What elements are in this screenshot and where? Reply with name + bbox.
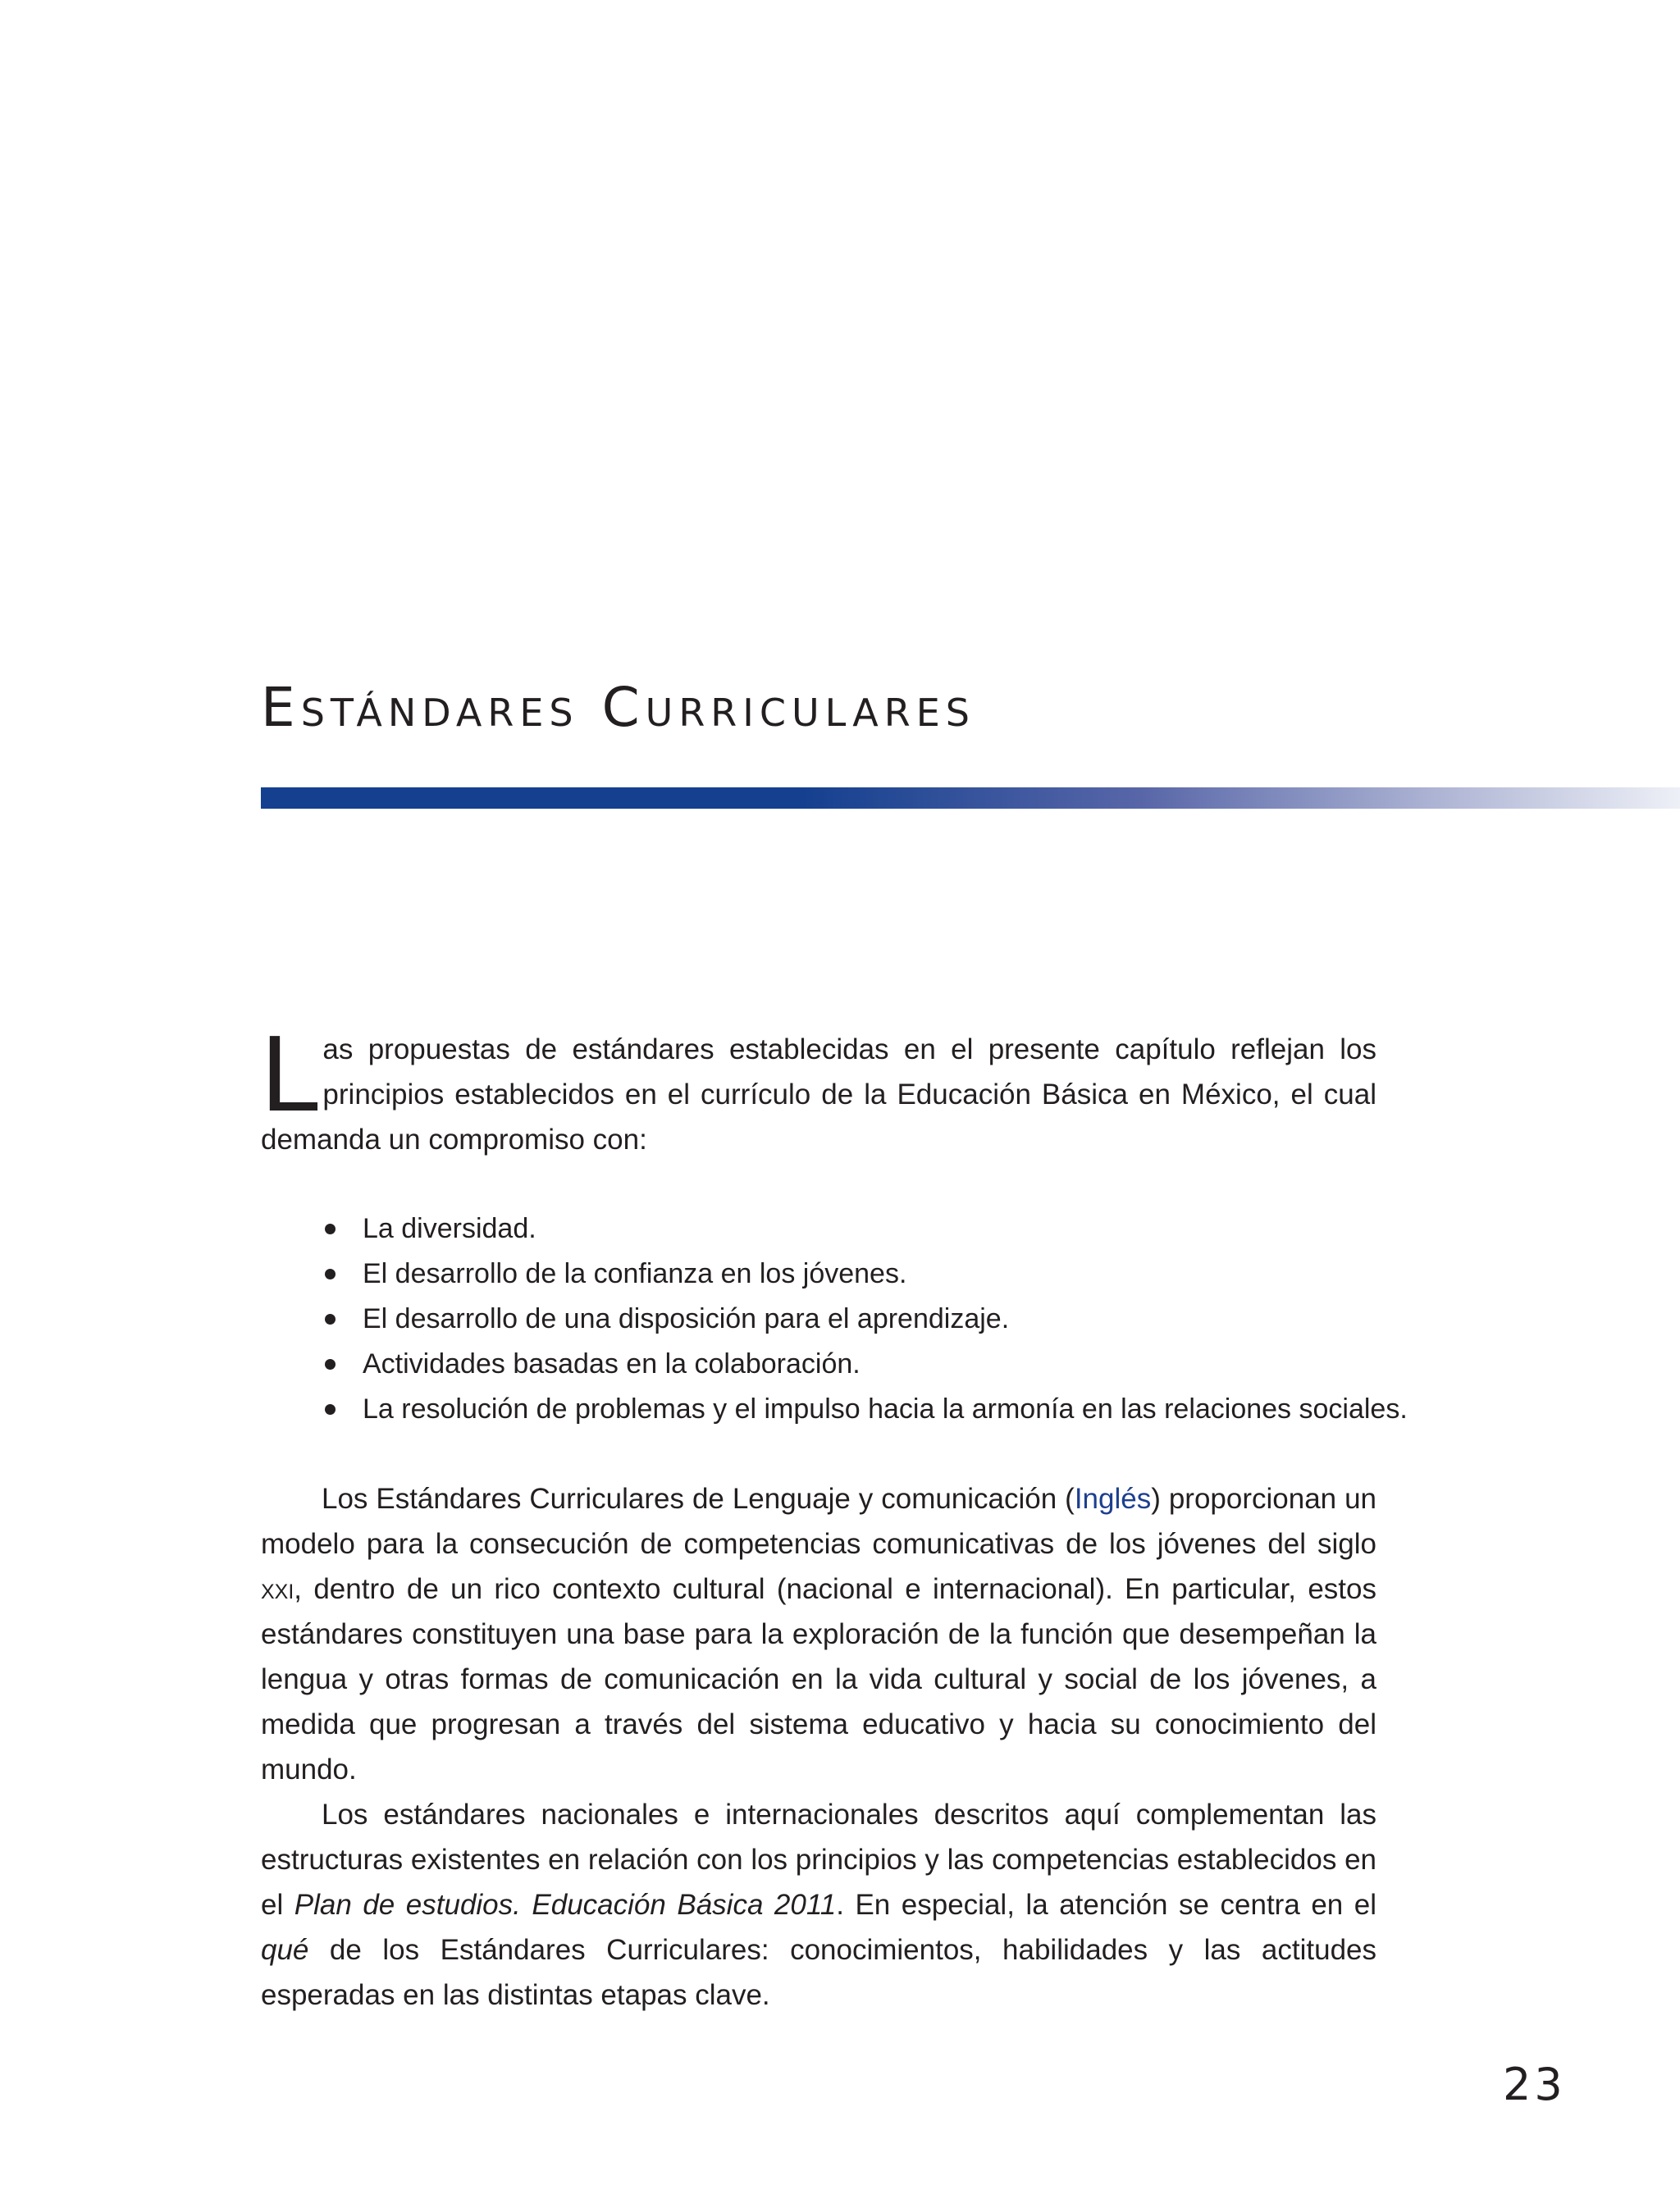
list-item-text: El desarrollo de una disposición para el aprendizaje. [363, 1303, 1010, 1334]
paragraph-text: , dentro de un rico contexto cultural (nacional e internacional). En particular, estos estándares constituyen una base para la exploración de la función que desempeñan la lengua y otras formas de comunicación en la vida cultural y social de los jóvenes, a medida que progresan a través del sistema educativo y hacia su conocimiento del mundo. [261, 1573, 1376, 1786]
page-number: 23 [1503, 2059, 1566, 2110]
list-item [325, 1297, 1376, 1342]
paragraph-text: de los Estándares Curriculares: conocimientos, habilidades y las actitudes esperadas en las distintas etapas clave. [261, 1934, 1376, 2011]
intro-paragraph [261, 1013, 1376, 1162]
list-item-text: La diversidad. [363, 1213, 536, 1244]
bullet-icon [325, 1224, 336, 1234]
list-item [325, 1252, 1376, 1297]
paragraph-text: Los Estándares Curriculares de Lenguaje y comunicación ( [322, 1483, 1075, 1515]
paragraph-standards-complement [261, 1792, 1376, 2018]
list-item [325, 1206, 1376, 1252]
bullet-icon [325, 1359, 336, 1370]
que-italic: qué [261, 1934, 309, 1966]
drop-cap: L [261, 1013, 322, 1133]
paragraph-standards-model [261, 1476, 1376, 1792]
intro-text: as propuestas de estándares establecidas en el presente capítulo reflejan los principios establecidos en el currículo de la Educación Básica en México, el cual demanda un compromiso con: [261, 1033, 1376, 1156]
bullet-icon [325, 1269, 336, 1279]
bullet-icon [325, 1404, 336, 1415]
list-item [325, 1342, 1376, 1387]
plan-title-italic: Plan de estudios. Educación Básica 2011 [294, 1889, 837, 1921]
paragraph-text: Los estándares nacionales e internacionales descritos aquí complementan las estructuras existentes en relación con los principios y las competencias establecidos en el [261, 1799, 1376, 1921]
title-rule [261, 787, 1680, 809]
ingles-link[interactable]: Inglés [1074, 1483, 1152, 1515]
list-item-text: La resolución de problemas y el impulso hacia la armonía en las relaciones sociales. [363, 1393, 1408, 1425]
paragraph-text: . En especial, la atención se centra en el [836, 1889, 1377, 1921]
bullet-list [261, 1206, 1408, 1432]
bullet-icon [325, 1314, 336, 1325]
century-numeral: xxi [261, 1573, 294, 1605]
body-content [261, 1013, 1408, 2018]
paragraph-text: ) proporcionan un modelo para la consecución de competencias comunicativas de los jóvenes del siglo [261, 1483, 1377, 1560]
list-item-text: Actividades basadas en la colaboración. [363, 1348, 861, 1380]
list-item-text: El desarrollo de la confianza en los jóvenes. [363, 1258, 907, 1289]
list-item [325, 1387, 1408, 1432]
chapter-title: Estándares Curriculares [261, 676, 975, 739]
